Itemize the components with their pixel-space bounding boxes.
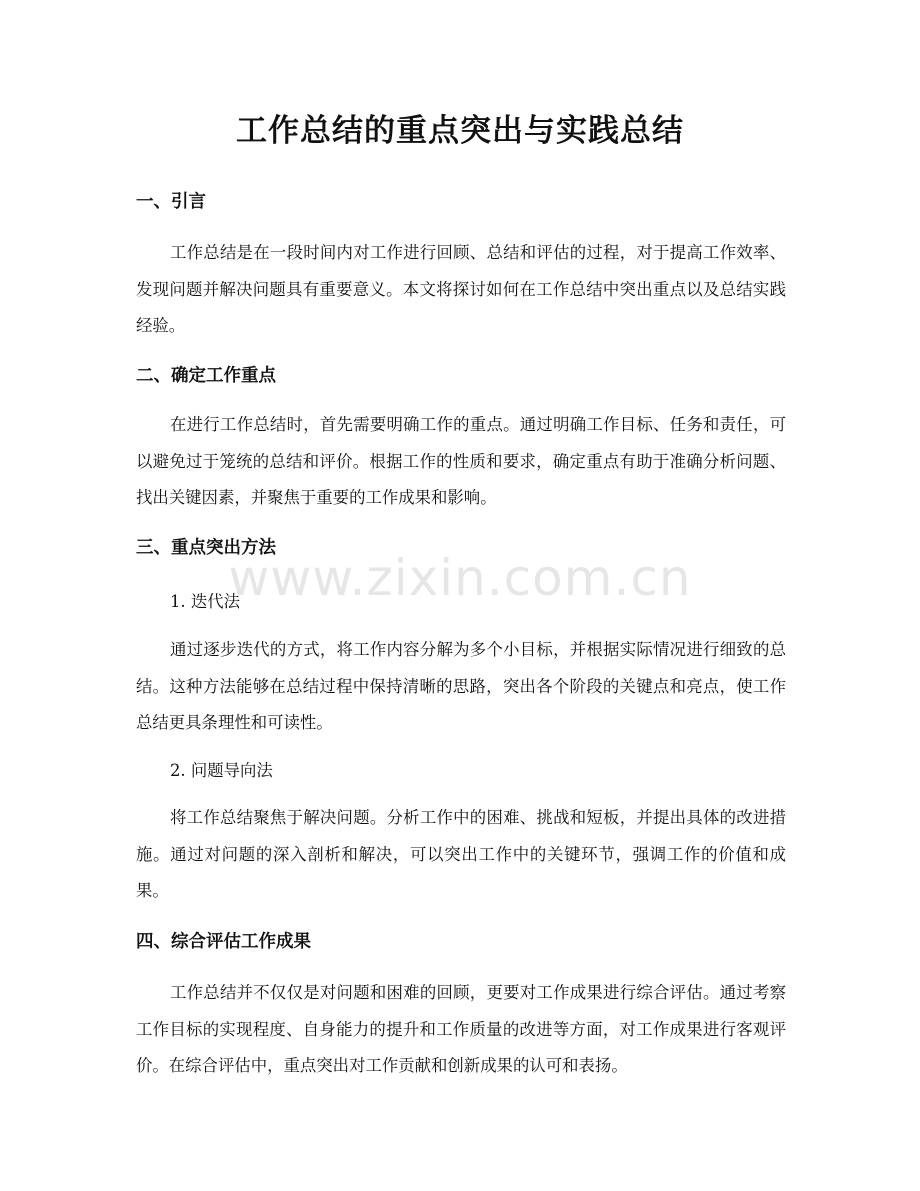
section-heading-highlight-methods: 三、重点突出方法	[136, 538, 276, 558]
section-heading-introduction: 一、引言	[136, 192, 206, 212]
watermark: www.zixin.com.cn	[228, 549, 692, 607]
section-heading-determine-focus: 二、确定工作重点	[136, 366, 276, 386]
document-title: 工作总结的重点突出与实践总结	[236, 113, 684, 149]
method-label-iteration: 1. 迭代法	[170, 592, 241, 611]
section-heading-evaluate-results: 四、综合评估工作成果	[136, 932, 311, 952]
section-paragraph-determine-focus: 在进行工作总结时，首先需要明确工作的重点。通过明确工作目标、任务和责任，可以避免过于笼统的总结和评价。根据工作的性质和要求，确定重点有助于准确分析问题、找出关键因素，并聚焦于重要的工作成果和影响。	[136, 415, 786, 507]
method-paragraph-iteration: 通过逐步迭代的方式，将工作内容分解为多个小目标，并根据实际情况进行细致的总结。这种方法能够在总结过程中保持清晰的思路，突出各个阶段的关键点和亮点，使工作总结更具条理性和可读性。	[136, 640, 786, 732]
method-label-problem-oriented: 2. 问题导向法	[170, 761, 273, 780]
section-paragraph-evaluate-results: 工作总结并不仅仅是对问题和困难的回顾，更要对工作成果进行综合评估。通过考察工作目标的实现程度、自身能力的提升和工作质量的改进等方面，对工作成果进行客观评价。在综合评估中，重点突出对工作贡献和创新成果的认可和表扬。	[136, 983, 786, 1075]
method-paragraph-problem-oriented: 将工作总结聚焦于解决问题。分析工作中的困难、挑战和短板，并提出具体的改进措施。通过对问题的深入剖析和解决，可以突出工作中的关键环节，强调工作的价值和成果。	[136, 808, 786, 900]
section-paragraph-introduction: 工作总结是在一段时间内对工作进行回顾、总结和评估的过程，对于提高工作效率、发现问题并解决问题具有重要意义。本文将探讨如何在工作总结中突出重点以及总结实践经验。	[136, 243, 786, 335]
